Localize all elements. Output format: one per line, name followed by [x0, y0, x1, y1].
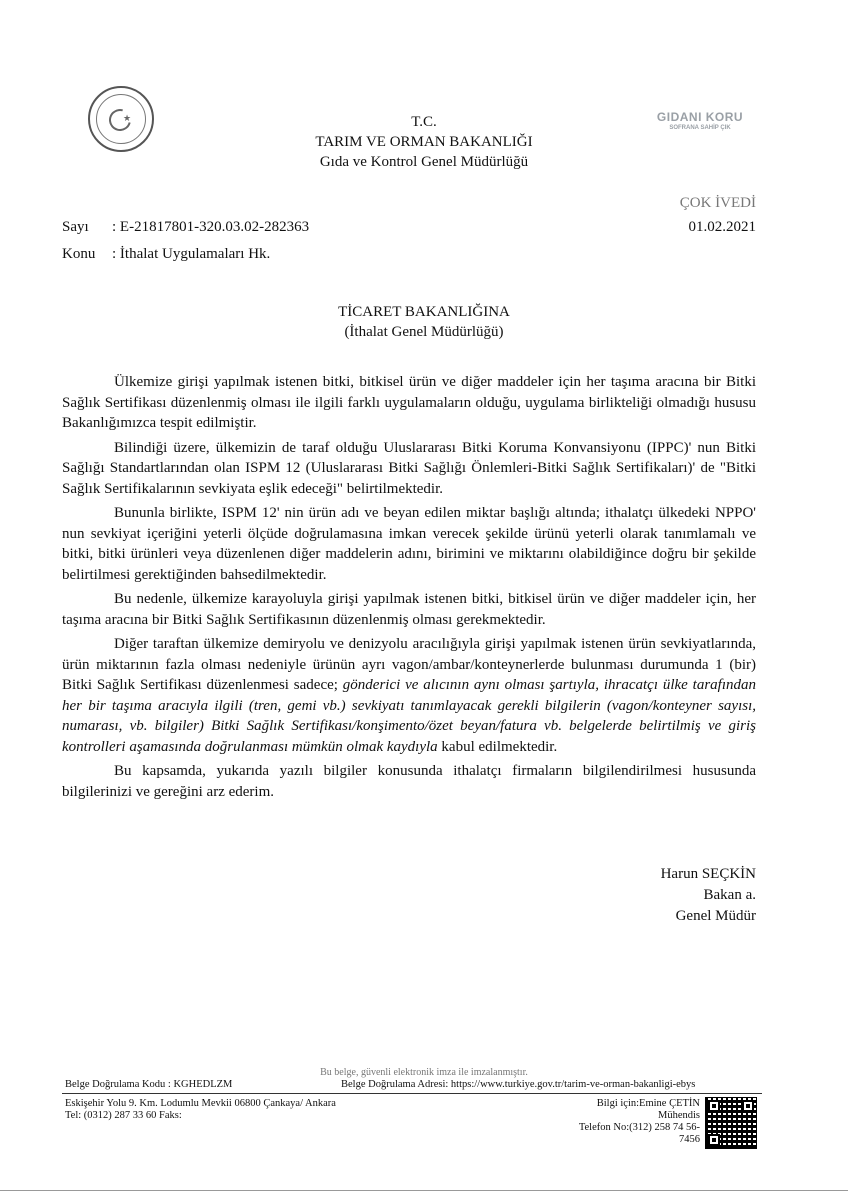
letter-body [62, 372, 756, 806]
crescent-star-icon: ★ [96, 94, 146, 144]
contact-phone-ext: 7456 [679, 1134, 700, 1145]
document-date: 01.02.2021 [688, 219, 756, 235]
paragraph-6: Bu kapsamda, yukarıda yazılı bilgiler konusunda ithalatçı firmaların bilgilendirilmesi hususunda bilgilerinizi ve gereğini arz ederim. [62, 763, 756, 800]
campaign-logo-main: GIDANI KORU [656, 110, 744, 124]
urgency-label: ÇOK İVEDİ [679, 195, 756, 211]
paragraph-5 [62, 634, 756, 757]
recipient-line2: (İthalat Genel Müdürlüğü) [344, 324, 504, 340]
sayi-value: : E-21817801-320.03.02-282363 [112, 219, 310, 235]
address-line: Eskişehir Yolu 9. Km. Lodumlu Mevkii 06800 Çankaya/ Ankara [65, 1098, 336, 1109]
konu-label: Konu [62, 246, 96, 262]
header-line-tc: T.C. [411, 114, 437, 130]
footer-divider [62, 1093, 762, 1094]
signatory-title2: Genel Müdür [675, 908, 756, 924]
signature-block [560, 864, 756, 927]
qr-code-icon[interactable] [705, 1097, 757, 1149]
phone-fax-line: Tel: (0312) 287 33 60 Faks: [65, 1110, 182, 1121]
konu-value: : İthalat Uygulamaları Hk. [112, 246, 271, 262]
campaign-logo [640, 110, 760, 131]
paragraph-2: Bilindiği üzere, ülkemizin de taraf olduğu Uluslararası Bitki Koruma Konvansiyonu (IPPC)' nun Bitki Sağlığı Standartlarından olan ISPM 12 (Uluslararası Bitki Sağlığı Önlemleri-Bitki Sağlık Sertifikaları)' de "Bitki Sağlık Sertifikalarının sevkiyata eşlik edeceği" belirtilmektedir. [62, 439, 756, 497]
header-line-directorate: Gıda ve Kontrol Genel Müdürlüğü [319, 154, 529, 170]
contact-phone: Telefon No:(312) 258 74 56- [578, 1122, 700, 1133]
contact-person: Bilgi için:Emine ÇETİN [596, 1098, 700, 1109]
contact-block [520, 1098, 700, 1146]
paragraph-5-text-b: kabul edilmektedir. [437, 738, 558, 755]
recipient-block [0, 302, 848, 342]
paragraph-1: Ülkemize girişi yapılmak istenen bitki, bitkisel ürün ve diğer maddeler için her taşıma aracına bir Bitki Sağlık Sertifikası düzenlenmiş olması ile ilgili farklı uygulamaların olduğu, uygulama birlikteliği olmadığı hususu Bakanlığımızca tespit edilmiştir. [62, 374, 756, 431]
contact-role: Mühendis [658, 1110, 700, 1121]
verification-code: Belge Doğrulama Kodu : KGHEDLZM [65, 1079, 233, 1090]
signatory-name: Harun SEÇKİN [660, 866, 756, 882]
page-bottom-divider [0, 1190, 848, 1191]
campaign-logo-sub: SOFRANA SAHİP ÇIK [669, 125, 731, 131]
verification-url[interactable]: Belge Doğrulama Adresi: https://www.turkiye.gov.tr/tarim-ve-orman-bakanligi-ebys [341, 1079, 696, 1090]
paragraph-5-text-a: Diğer taraftan ülkemize demiryolu ve denizyolu aracılığıyla girişi yapılmak istenen ürün sevkiyatlarında, ürün miktarının fazla olması nedeniyle ürünün ayrı vagon/ambar/konteynerlerde bulunması durumunda 1 (bir) Bitki Sağlık Sertifikası düzenlenmesi sadece; [62, 636, 756, 693]
header-line-ministry: TARIM VE ORMAN BAKANLIĞI [315, 134, 533, 150]
sayi-label: Sayı [62, 219, 89, 235]
recipient-line1: TİCARET BAKANLIĞINA [338, 304, 510, 320]
verification-line [65, 1079, 765, 1090]
paragraph-5-italic: gönderici ve alıcının aynı olması şartıyla, ihracatçı ülke tarafından her bir taşıma aracıyla ilgili (tren, gemi vb.) sevkiyatı tanımlayacak gerekli bilgilerin (vagon/konteyner sayısı, numarası, vb. bilgiler) Bitki Sağlık Sertifikası/konşimento/özet beyan/fatura vb. belgelerde belirtilmiş ve giriş kontrolleri aşamasında doğrulanması mümkün olmak kaydıyla [62, 677, 756, 755]
e-signature-note: Bu belge, güvenli elektronik imza ile imzalanmıştır. [320, 1067, 528, 1078]
signatory-title1: Bakan a. [703, 887, 756, 903]
paragraph-4: Bu nedenle, ülkemize karayoluyla girişi yapılmak istenen bitki, bitkisel ürün ve diğer maddeler için, her taşıma aracına bir Bitki Sağlık Sertifikasının düzenlenmiş olması gerekmektedir. [62, 591, 756, 628]
paragraph-3: Bununla birlikte, ISPM 12' nin ürün adı ve beyan edilen miktar başlığı altında; ithalatçı ülkedeki NPPO' nun sevkiyat içeriğini yeterli ölçüde doğrulamasına imkan verecek şekilde ürünü yeterli olarak tanımlamalı ve bitki, bitki ürünleri veya düzenlenen diğer maddelerin adını, birimini ve miktarını olabildiğince doğru bir şekilde belirtilmesi gerektiğinden bahsedilmektedir. [62, 505, 756, 583]
address-block [65, 1098, 336, 1122]
